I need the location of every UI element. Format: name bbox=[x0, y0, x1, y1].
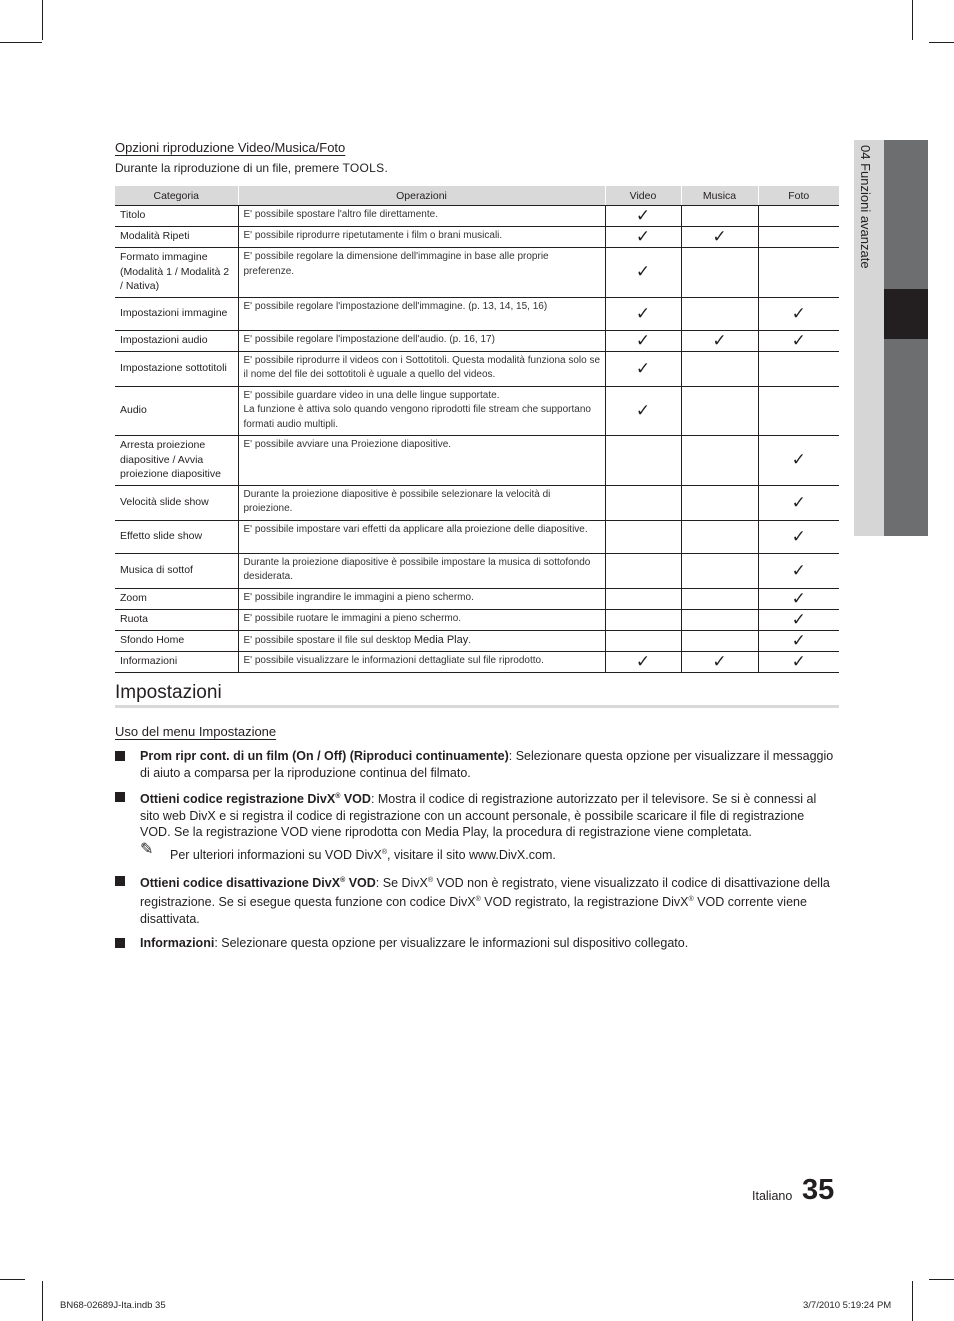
crop-mark bbox=[912, 1281, 913, 1321]
check-musica bbox=[681, 206, 758, 227]
cell-categoria: Ruota bbox=[115, 609, 238, 630]
check-video bbox=[605, 630, 681, 652]
check-musica bbox=[681, 609, 758, 630]
pencil-note-icon: ✎ bbox=[140, 840, 154, 858]
check-video: ✓ bbox=[605, 227, 681, 248]
crop-mark bbox=[929, 42, 954, 43]
check-video bbox=[605, 520, 681, 553]
check-foto bbox=[758, 248, 839, 298]
cell-operazioni: E' possibile guardare video in una delle lingue supportate. La funzione è attiva solo quando vengono riprodotti file stream che supportano formati audio multipli. bbox=[238, 386, 605, 436]
check-musica bbox=[681, 588, 758, 609]
table-row bbox=[115, 520, 839, 553]
check-video bbox=[605, 609, 681, 630]
chapter-tab-marker bbox=[884, 289, 928, 339]
footer-file: BN68-02689J-Ita.indb 35 bbox=[60, 1300, 166, 1311]
check-foto: ✓ bbox=[758, 330, 839, 351]
header-foto: Foto bbox=[758, 186, 839, 206]
crop-mark bbox=[929, 1279, 954, 1280]
check-musica: ✓ bbox=[681, 652, 758, 673]
header-musica: Musica bbox=[681, 186, 758, 206]
check-foto: ✓ bbox=[758, 436, 839, 486]
header-operazioni: Operazioni bbox=[238, 186, 605, 206]
crop-mark bbox=[0, 42, 42, 43]
check-video: ✓ bbox=[605, 297, 681, 330]
cell-categoria: Modalità Ripeti bbox=[115, 227, 238, 248]
cell-operazioni: E' possibile regolare l'impostazione dell'immagine. (p. 13, 14, 15, 16) bbox=[238, 297, 605, 330]
check-musica bbox=[681, 630, 758, 652]
cell-operazioni: Durante la proiezione diapositive è possibile selezionare la velocità di proiezione. bbox=[238, 485, 605, 520]
list-item: Informazioni: Selezionare questa opzione per visualizzare le informazioni sul dispositivo collegato. bbox=[115, 935, 837, 952]
check-video bbox=[605, 588, 681, 609]
note: ✎ Per ulteriori informazioni su VOD DivX®, visitare il sito www.DivX.com. bbox=[140, 840, 556, 862]
footer-language: Italiano bbox=[752, 1189, 793, 1203]
cell-operazioni: E' possibile riprodurre il videos con i Sottotitoli. Questa modalità funziona solo se il nome del file dei sottotitoli è uguale a quello del videos. bbox=[238, 351, 605, 386]
check-foto: ✓ bbox=[758, 520, 839, 553]
crop-mark bbox=[42, 1281, 43, 1321]
cell-operazioni: E' possibile regolare l'impostazione dell'audio. (p. 16, 17) bbox=[238, 330, 605, 351]
check-musica bbox=[681, 297, 758, 330]
cell-operazioni: E' possibile visualizzare le informazioni dettagliate sul file riprodotto. bbox=[238, 652, 605, 673]
cell-categoria: Effetto slide show bbox=[115, 520, 238, 553]
cell-operazioni: E' possibile ingrandire le immagini a pieno schermo. bbox=[238, 588, 605, 609]
check-video: ✓ bbox=[605, 652, 681, 673]
crop-mark bbox=[42, 0, 43, 40]
check-foto: ✓ bbox=[758, 609, 839, 630]
section-subtitle: Uso del menu Impostazione bbox=[115, 724, 277, 739]
check-video bbox=[605, 553, 681, 588]
cell-operazioni: E' possibile regolare la dimensione dell'immagine in base alle proprie preferenze. bbox=[238, 248, 605, 298]
check-musica bbox=[681, 248, 758, 298]
check-musica bbox=[681, 553, 758, 588]
check-video bbox=[605, 485, 681, 520]
check-foto bbox=[758, 351, 839, 386]
table-row bbox=[115, 351, 839, 386]
cell-categoria: Audio bbox=[115, 386, 238, 436]
cell-operazioni: E' possibile riprodurre ripetutamente i film o brani musicali. bbox=[238, 227, 605, 248]
check-video: ✓ bbox=[605, 206, 681, 227]
cell-operazioni: E' possibile impostare vari effetti da applicare alla proiezione delle diapositive. bbox=[238, 520, 605, 553]
cell-categoria: Titolo bbox=[115, 206, 238, 227]
table-header-row bbox=[115, 186, 839, 206]
cell-operazioni: E' possibile avviare una Proiezione diapositive. bbox=[238, 436, 605, 486]
check-musica bbox=[681, 485, 758, 520]
check-musica bbox=[681, 520, 758, 553]
table-row bbox=[115, 227, 839, 248]
cell-categoria: Velocità slide show bbox=[115, 485, 238, 520]
check-musica bbox=[681, 436, 758, 486]
cell-operazioni: E' possibile ruotare le immagini a pieno schermo. bbox=[238, 609, 605, 630]
table-row bbox=[115, 297, 839, 330]
settings-list bbox=[115, 748, 837, 960]
table-row bbox=[115, 248, 839, 298]
bullet-square-icon bbox=[115, 876, 125, 886]
table-row bbox=[115, 588, 839, 609]
cell-categoria: Arresta proiezione diapositive / Avvia proiezione diapositive bbox=[115, 436, 238, 486]
options-table bbox=[115, 186, 839, 673]
check-video: ✓ bbox=[605, 386, 681, 436]
table-row bbox=[115, 436, 839, 486]
check-musica bbox=[681, 351, 758, 386]
table-row bbox=[115, 386, 839, 436]
header-categoria: Categoria bbox=[115, 186, 238, 206]
section-intro: Durante la riproduzione di un file, premere TOOLS. bbox=[115, 161, 388, 175]
cell-categoria: Formato immagine (Modalità 1 / Modalità 2 / Nativa) bbox=[115, 248, 238, 298]
table-row bbox=[115, 206, 839, 227]
list-item: Ottieni codice registrazione DivX® VOD: Mostra il codice di registrazione autorizzato per il televisore. Se si è connessi al sito web DivX e si registra il codice di registrazione con un account personale, è possibile scaricare il file di registrazione VOD. Se la registrazione VOD viene riprodotta con Media Play, la procedura di registrazione viene completata. ✎ Per ulteriori informazioni su VOD DivX®, visitare il sito www.DivX.com. bbox=[115, 789, 837, 863]
header-video: Video bbox=[605, 186, 681, 206]
cell-categoria: Sfondo Home bbox=[115, 630, 238, 652]
check-foto: ✓ bbox=[758, 553, 839, 588]
crop-mark bbox=[912, 0, 913, 40]
check-video: ✓ bbox=[605, 248, 681, 298]
check-foto: ✓ bbox=[758, 297, 839, 330]
check-musica: ✓ bbox=[681, 227, 758, 248]
table-row bbox=[115, 652, 839, 673]
cell-operazioni: Durante la proiezione diapositive è possibile impostare la musica di sottofondo desiderata. bbox=[238, 553, 605, 588]
check-foto: ✓ bbox=[758, 588, 839, 609]
list-item: Ottieni codice disattivazione DivX® VOD: Se DivX® VOD non è registrato, viene visualizzato il codice di disattivazione della registrazione. Se si esegue questa funzione con codice DivX® VOD registrato, la registrazione DivX® VOD corrente viene disattivata. bbox=[115, 873, 837, 927]
bullet-square-icon bbox=[115, 792, 125, 802]
tools-key: TOOLS bbox=[342, 161, 385, 175]
check-musica bbox=[681, 386, 758, 436]
cell-categoria: Informazioni bbox=[115, 652, 238, 673]
footer-timestamp: 3/7/2010 5:19:24 PM bbox=[803, 1300, 892, 1311]
table-row bbox=[115, 330, 839, 351]
check-foto: ✓ bbox=[758, 630, 839, 652]
cell-categoria: Impostazioni audio bbox=[115, 330, 238, 351]
check-video: ✓ bbox=[605, 330, 681, 351]
cell-categoria: Impostazione sottotitoli bbox=[115, 351, 238, 386]
check-video: ✓ bbox=[605, 351, 681, 386]
check-foto bbox=[758, 206, 839, 227]
check-video bbox=[605, 436, 681, 486]
page-number: 35 bbox=[802, 1174, 835, 1206]
list-item: Prom ripr cont. di un film (On / Off) (Riproduci continuamente): Selezionare questa opzione per visualizzare il messaggio di aiuto a comparsa per la riproduzione continua del filmato. bbox=[115, 748, 837, 781]
section-subtitle: Opzioni riproduzione Video/Musica/Foto bbox=[115, 140, 346, 155]
section-heading: Impostazioni bbox=[115, 682, 222, 703]
check-foto: ✓ bbox=[758, 652, 839, 673]
table-row bbox=[115, 630, 839, 652]
table-row bbox=[115, 553, 839, 588]
cell-categoria: Musica di sottof bbox=[115, 553, 238, 588]
cell-categoria: Zoom bbox=[115, 588, 238, 609]
check-musica: ✓ bbox=[681, 330, 758, 351]
crop-mark bbox=[0, 1279, 25, 1280]
heading-rule bbox=[115, 705, 839, 708]
cell-operazioni: E' possibile spostare il file sul desktop Media Play. bbox=[238, 630, 605, 652]
bullet-square-icon bbox=[115, 938, 125, 948]
table-row bbox=[115, 609, 839, 630]
check-foto: ✓ bbox=[758, 485, 839, 520]
check-foto bbox=[758, 227, 839, 248]
bullet-square-icon bbox=[115, 751, 125, 761]
chapter-label: 04 Funzioni avanzate bbox=[858, 145, 873, 269]
check-foto bbox=[758, 386, 839, 436]
cell-operazioni: E' possibile spostare l'altro file direttamente. bbox=[238, 206, 605, 227]
cell-categoria: Impostazioni immagine bbox=[115, 297, 238, 330]
table-row bbox=[115, 485, 839, 520]
